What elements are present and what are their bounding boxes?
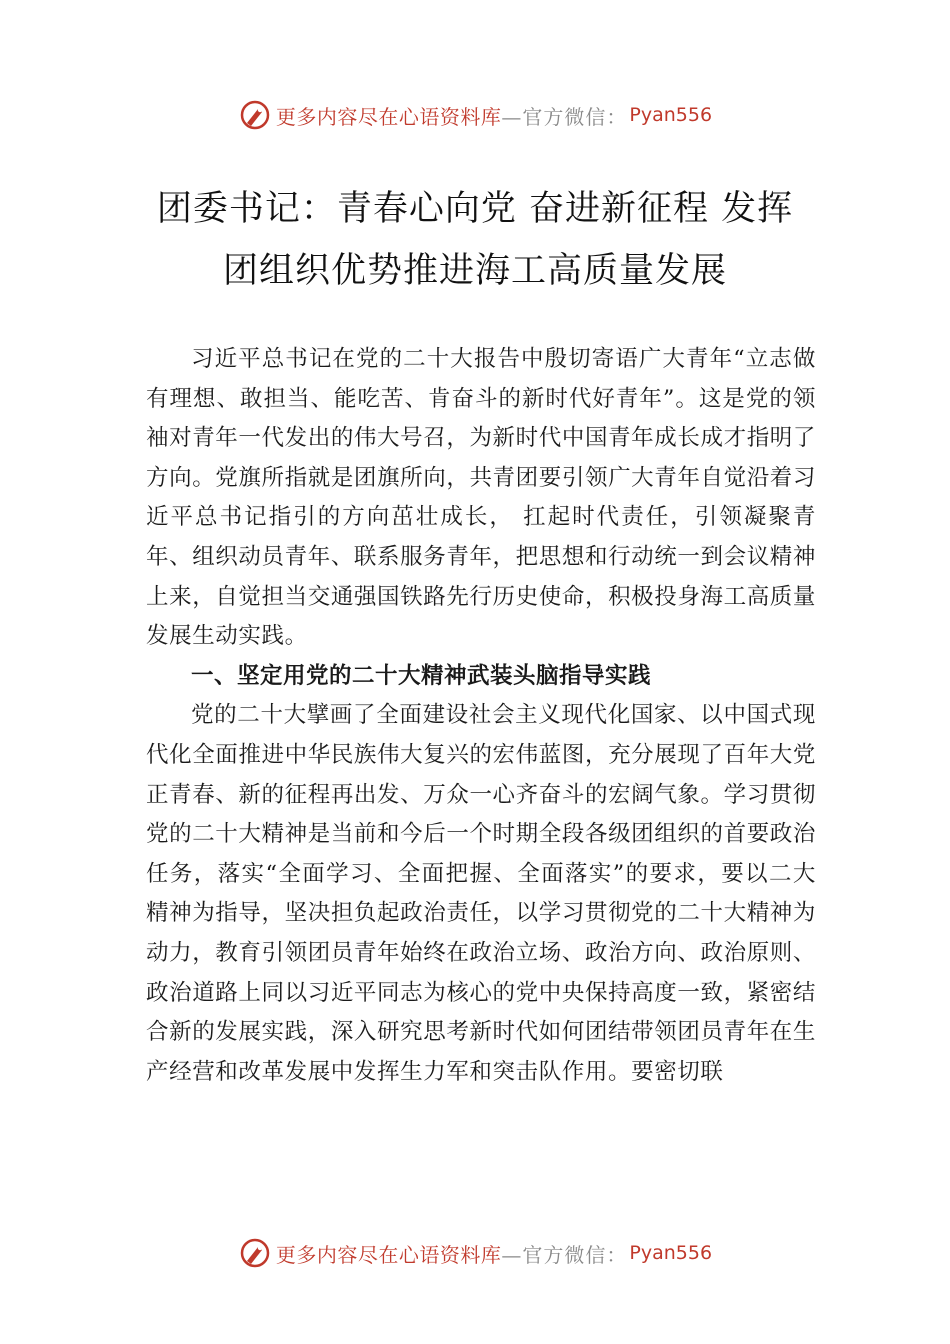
footer-watermark bbox=[0, 1233, 950, 1273]
section-heading-1: 一、坚定用党的二十大精神武装头脑指导实践 bbox=[191, 662, 652, 689]
title-line-1: 团委书记：青春心向党 奋进新征程 发挥 bbox=[156, 189, 794, 229]
title-line-2: 团组织优势推进海工高质量发展 bbox=[222, 251, 727, 291]
document-body bbox=[146, 340, 816, 1092]
intro-paragraph: 习近平总书记在党的二十大报告中殷切寄语广大青年“立志做有理想、敢担当、能吃苦、肯奋斗的新时代好青年”。这是党的领袖对青年一代发出的伟大号召，为新时代中国青年成长成才指明了方向。党旗所指就是团旗所向，共青团要引领广大青年自觉沿着习近平总书记指引的方向茁壮成长， 扛起时代责任，引领凝聚青年、组织动员青年、联系服务青年，把思想和行动统一到会议精神上来，自觉担当交通强国铁路先行历史使命，积极投身海工高质量发展生动实践。 bbox=[146, 346, 816, 650]
section-1-paragraph: 党的二十大擘画了全面建设社会主义现代化国家、以中国式现代化全面推进中华民族伟大复兴的宏伟蓝图，充分展现了百年大党正青春、新的征程再出发、万众一心齐奋斗的宏阔气象。学习贯彻党的二十大精神是当前和今后一个时期全段各级团组织的首要政治任务，落实“全面学习、全面把握、全面落实”的要求，要以二大精神为指导，坚决担负起政治责任，以学习贯彻党的二十大精神为动力，教育引领团员青年始终在政治立场、政治方向、政治原则、政治道路上同以习近平同志为核心的党中央保持高度一致，紧密结合新的发展实践，深入研究思考新时代如何团结带领团员青年在生产经营和改革发展中发挥生力军和突击队作用。要密切联 bbox=[146, 702, 816, 1085]
watermark-separator-text: —官方微信： bbox=[501, 1242, 628, 1267]
watermark-wechat-id: Pyan556 bbox=[629, 104, 713, 126]
header-watermark bbox=[0, 95, 950, 135]
watermark-wechat-id: Pyan556 bbox=[629, 1242, 713, 1264]
watermark-main-text: 更多内容尽在心语资料库 bbox=[275, 1242, 502, 1267]
pen-nib-icon bbox=[238, 1236, 272, 1270]
watermark-main-text: 更多内容尽在心语资料库 bbox=[275, 104, 502, 129]
document-title bbox=[140, 178, 810, 302]
watermark-separator-text: —官方微信： bbox=[501, 104, 628, 129]
pen-nib-icon bbox=[238, 98, 272, 132]
